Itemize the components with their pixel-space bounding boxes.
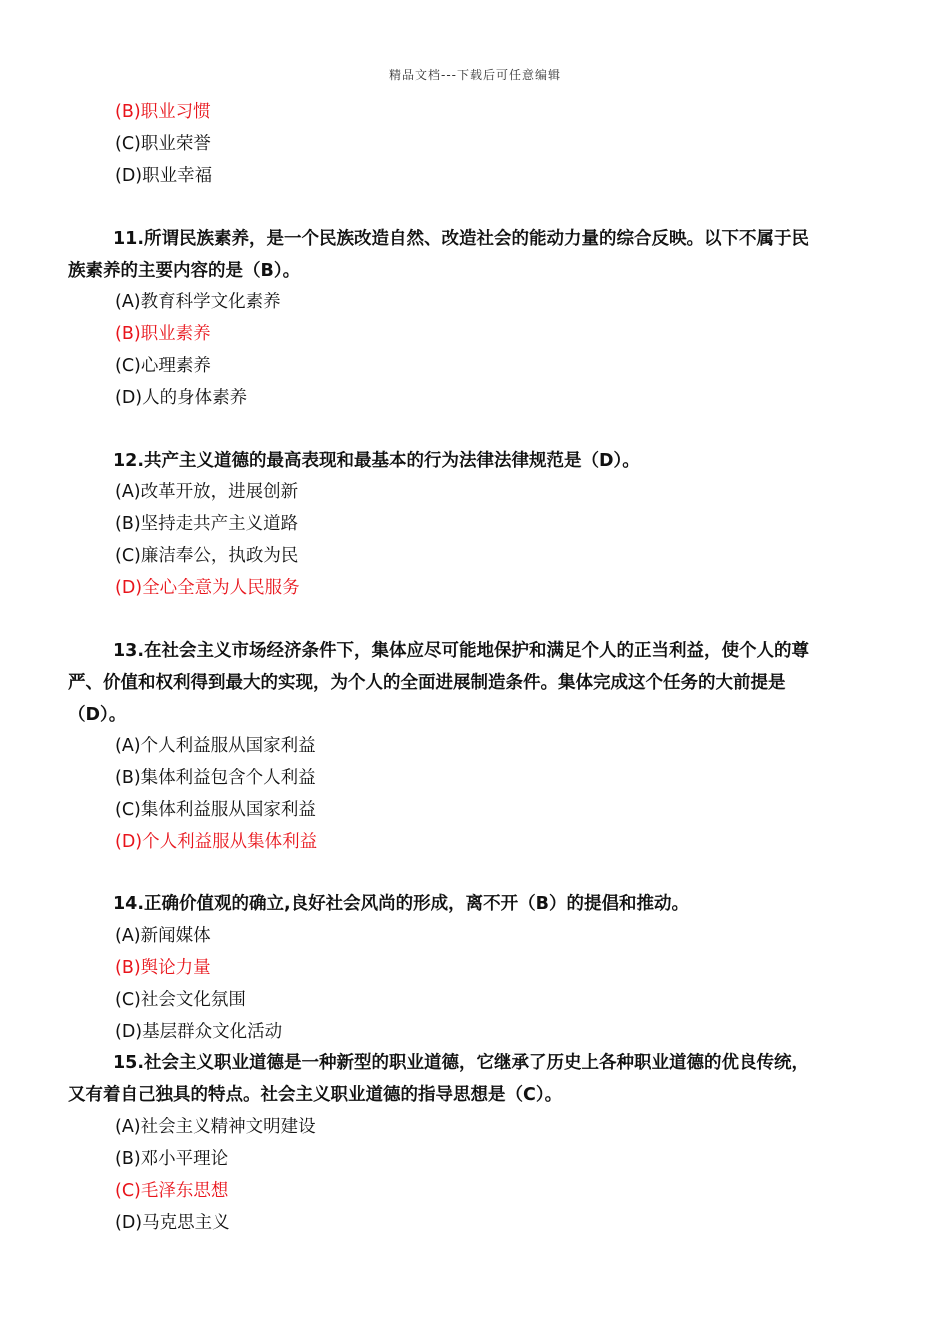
page-header: 精品文档---下载后可任意编辑	[389, 68, 561, 82]
option-item: (B)职业习惯	[115, 102, 211, 122]
question-text	[68, 1047, 868, 1111]
option-item: (D)马克思主义	[115, 1213, 230, 1233]
question-line: 严、价值和权利得到最大的实现，为个人的全面进展制造条件。集体完成这个任务的大前提是	[68, 673, 786, 693]
option-item: (A)改革开放，进展创新	[115, 482, 299, 502]
option-item: (A)社会主义精神文明建设	[115, 1117, 316, 1137]
option-item: (C)心理素养	[115, 356, 211, 376]
option-item: (C)职业荣誉	[115, 134, 211, 154]
option-item: (B)坚持走共产主义道路	[115, 514, 299, 534]
option-item: (D)人的身体素养	[115, 388, 248, 408]
option-item: (A)新闻媒体	[115, 926, 211, 946]
question-text	[68, 635, 868, 731]
question-line: 12.共产主义道德的最高表现和最基本的行为法律法律规范是（D）。	[113, 451, 640, 471]
question-line: 14.正确价值观的确立,良好社会风尚的形成，离不开（B）的提倡和推动。	[113, 894, 689, 914]
option-item: (D)个人利益服从集体利益	[115, 832, 318, 852]
question-text	[68, 888, 868, 920]
option-item: (B)舆论力量	[115, 958, 211, 978]
question-line: 15.社会主义职业道德是一种新型的职业道德，它继承了历史上各种职业道德的优良传统，	[113, 1053, 809, 1073]
option-item: (D)职业幸福	[115, 166, 213, 186]
option-item: (C)廉洁奉公，执政为民	[115, 546, 299, 566]
question-line: 13.在社会主义市场经济条件下，集体应尽可能地保护和满足个人的正当利益，使个人的尊	[113, 641, 809, 661]
question-line: 11.所谓民族素养，是一个民族改造自然、改造社会的能动力量的综合反映。以下不属于民	[113, 229, 809, 249]
question-text	[68, 223, 868, 287]
question-line: （D）。	[68, 705, 127, 725]
question-text	[68, 445, 868, 477]
option-item: (C)社会文化氛围	[115, 990, 246, 1010]
question-line: 族素养的主要内容的是（B）。	[68, 261, 301, 281]
option-item: (A)教育科学文化素养	[115, 292, 281, 312]
option-item: (C)毛泽东思想	[115, 1181, 229, 1201]
option-item: (B)邓小平理论	[115, 1149, 229, 1169]
option-item: (B)职业素养	[115, 324, 211, 344]
option-item: (A)个人利益服从国家利益	[115, 736, 316, 756]
question-line: 又有着自己独具的特点。社会主义职业道德的指导思想是（C）。	[68, 1085, 563, 1105]
option-item: (B)集体利益包含个人利益	[115, 768, 316, 788]
option-item: (D)全心全意为人民服务	[115, 578, 300, 598]
option-item: (D)基层群众文化活动	[115, 1022, 283, 1042]
option-item: (C)集体利益服从国家利益	[115, 800, 316, 820]
